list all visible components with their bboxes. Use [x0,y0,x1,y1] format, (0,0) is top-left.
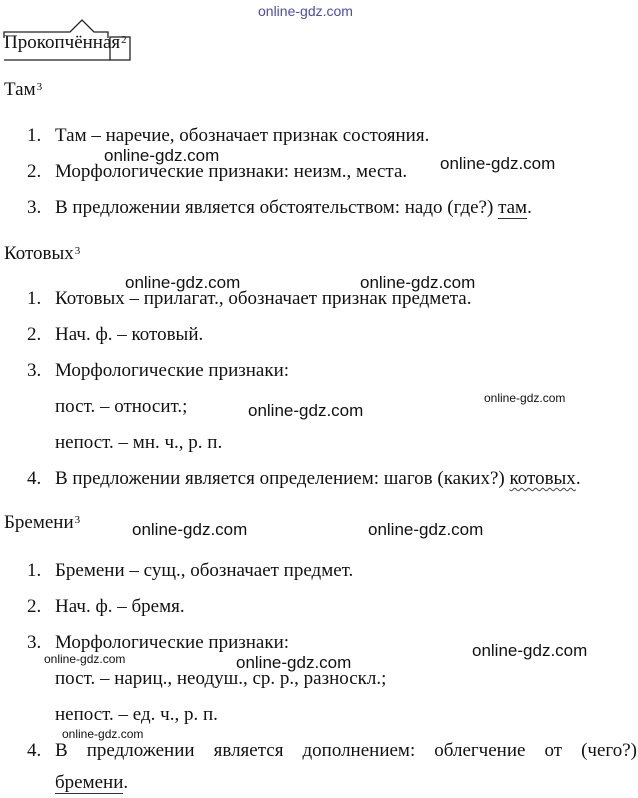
watermark: online-gdz.com [248,401,364,420]
kotovykh-item-2-number: 2. [27,324,42,345]
tam-item-1-number: 1. [27,125,42,146]
word-bremeni-sup: 3 [74,514,81,526]
bremeni-item-4: В предложении является дополнением: облегчение от (чего?) [55,740,637,761]
watermark: online-gdz.com [132,520,248,539]
watermark: online-gdz.com [104,146,220,165]
word-kotovykh [4,243,80,265]
kotovykh-item-2: Нач. ф. – котовый. [55,324,204,345]
kotovykh-item-1-number: 1. [27,288,42,309]
tam-item-2: Морфологические признаки: неизм., места. [55,161,408,182]
bremeni-variable-features: непост. – ед. ч., р. п. [55,704,218,725]
tam-item-3 [55,197,532,219]
bremeni-item-3-number: 3. [27,632,42,653]
kotovykh-item-4-underlined: котовых [509,468,576,489]
word-bremeni-text: Бремени [4,512,74,533]
bremeni-item-4-underlined: бремени [55,772,124,793]
word-prokopchennaya-text: Прокопчённая [4,32,121,53]
kotovykh-variable-features: непост. – мн. ч., р. п. [55,432,223,453]
ending-box [110,37,130,60]
tam-item-3-end: . [527,197,532,218]
bremeni-item-1: Бремени – сущ., обозначает предмет. [55,560,354,581]
word-prokopchennaya-sup: 2 [121,34,127,46]
bremeni-constant-features: пост. – нариц., неодуш., ср. р., разноскл.; [55,668,387,689]
word-tam [4,79,42,101]
watermark: online-gdz.com [472,641,588,660]
watermark: online-gdz.com [484,391,566,405]
tam-item-3-number: 3. [27,197,42,218]
word-kotovykh-sup: 3 [74,245,81,257]
bremeni-item-4-continued [55,772,128,794]
bremeni-item-4-end: . [123,772,129,793]
watermark: online-gdz.com [44,652,126,666]
tam-item-3-underlined: там [498,197,528,218]
word-bremeni [4,512,80,534]
kotovykh-item-4-end: . [575,468,581,489]
tam-item-2-number: 2. [27,161,42,182]
bremeni-item-2-number: 2. [27,596,42,617]
watermark: online-gdz.com [368,520,484,539]
kotovykh-item-4-number: 4. [27,468,42,489]
word-tam-text: Там [4,79,36,100]
kotovykh-constant-features: пост. – относит.; [55,396,188,417]
bremeni-item-3: Морфологические признаки: [55,632,290,653]
tam-item-3-text: В предложении является обстоятельством: надо (где?) [55,197,499,218]
root-arc [4,20,108,38]
bremeni-item-4-number: 4. [27,740,42,761]
kotovykh-item-3-number: 3. [27,360,42,381]
kotovykh-item-4 [55,468,581,490]
tam-item-1: Там – наречие, обозначает признак состояния. [55,125,430,146]
top-watermark: online-gdz.com [258,3,353,19]
kotovykh-item-4-text: В предложении является определением: шагов (каких?) [55,468,510,489]
watermark: online-gdz.com [360,273,476,292]
watermark: online-gdz.com [62,727,144,741]
word-kotovykh-text: Котовых [4,243,74,264]
bremeni-item-2: Нач. ф. – бремя. [55,596,185,617]
morpheme-marks [0,16,150,66]
watermark: online-gdz.com [125,273,241,292]
watermark: online-gdz.com [440,154,556,173]
watermark: online-gdz.com [236,653,352,672]
kotovykh-item-1: Котовых – прилагат., обозначает признак предмета. [55,288,472,309]
word-tam-sup: 3 [36,81,43,93]
kotovykh-item-3: Морфологические признаки: [55,360,290,381]
bremeni-item-1-number: 1. [27,560,42,581]
